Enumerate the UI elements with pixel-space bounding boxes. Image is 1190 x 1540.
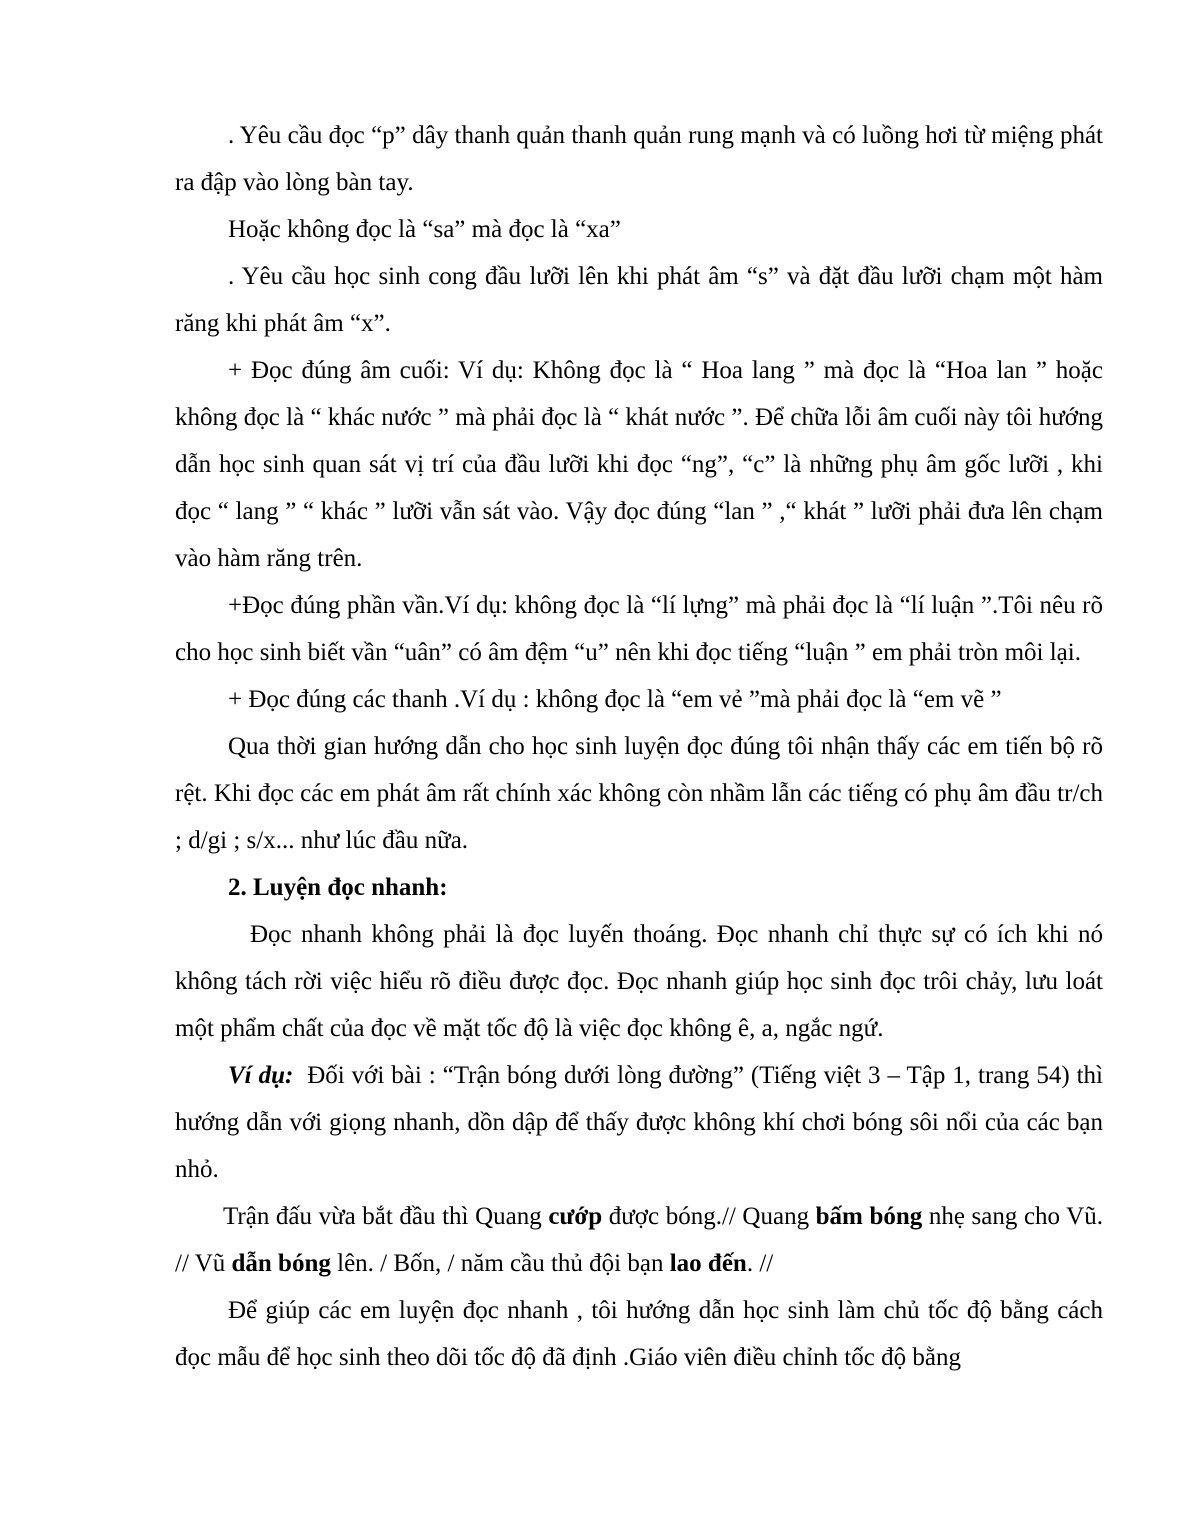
- passage-text: . //: [746, 1250, 774, 1277]
- passage-text: lên. / Bốn, / năm cầu thủ đội bạn: [330, 1250, 670, 1277]
- passage-paragraph: [175, 1193, 1103, 1287]
- paragraph: Hoặc không đọc là “sa” mà đọc là “xa”: [228, 216, 621, 243]
- passage-text: Trận đấu vừa bắt đầu thì Quang: [223, 1203, 549, 1230]
- paragraph: . Yêu cầu đọc “p” dây thanh quản thanh quản rung mạnh và có luồng hơi từ miệng phát ra đập vào lòng bàn tay.: [175, 122, 1103, 196]
- paragraph: Để giúp các em luyện đọc nhanh , tôi hướng dẫn học sinh làm chủ tốc độ bằng cách đọc mẫu để học sinh theo dõi tốc độ đã định .Giáo viên điều chỉnh tốc độ bằng: [175, 1297, 1103, 1371]
- paragraph: Qua thời gian hướng dẫn cho học sinh luyện đọc đúng tôi nhận thấy các em tiến bộ rõ rệt. Khi đọc các em phát âm rất chính xác không còn nhầm lẫn các tiếng có phụ âm đầu tr/ch ; d/gi ; s/x... như lúc đầu nữa.: [175, 733, 1103, 854]
- passage-text: nhẹ sang cho Vũ. // Vũ: [175, 1203, 1103, 1277]
- paragraph: Đọc nhanh không phải là đọc luyến thoáng. Đọc nhanh chỉ thực sự có ích khi nó không tách rời việc hiểu rõ điều được đọc. Đọc nhanh giúp học sinh đọc trôi chảy, lưu loát một phẩm chất của đọc về mặt tốc độ là việc đọc không ê, a, ngắc ngứ.: [175, 921, 1103, 1042]
- example-text: Đối với bài : “Trận bóng dưới lòng đường” (Tiếng việt 3 – Tập 1, trang 54) thì hướng dẫn với giọng nhanh, dồn dập để thấy được không khí chơi bóng sôi nổi của các bạn nhỏ.: [175, 1062, 1110, 1183]
- section-heading: 2. Luyện đọc nhanh:: [228, 874, 448, 901]
- passage-emphasis: bấm bóng: [815, 1203, 923, 1230]
- example-label: Ví dụ:: [228, 1062, 294, 1089]
- document-page: [175, 112, 1110, 1381]
- example-paragraph: [175, 1052, 1110, 1193]
- passage-emphasis: lao đến: [669, 1250, 747, 1277]
- paragraph: . Yêu cầu học sinh cong đầu lưỡi lên khi phát âm “s” và đặt đầu lưỡi chạm một hàm răng khi phát âm “x”.: [175, 263, 1103, 337]
- passage-emphasis: dẫn bóng: [231, 1250, 331, 1277]
- paragraph: +Đọc đúng phần vần.Ví dụ: không đọc là “lí lựng” mà phải đọc là “lí luận ”.Tôi nêu rõ cho học sinh biết vần “uân” có âm đệm “u” nên khi đọc tiếng “luận ” em phải tròn môi lại.: [175, 592, 1103, 666]
- paragraph: + Đọc đúng âm cuối: Ví dụ: Không đọc là “ Hoa lang ” mà đọc là “Hoa lan ” hoặc không đọc là “ khác nước ” mà phải đọc là “ khát nước ”. Để chữa lỗi âm cuối này tôi hướng dẫn học sinh quan sát vị trí của đầu lưỡi khi đọc “ng”, “c” là những phụ âm gốc lưỡi , khi đọc “ lang ” “ khác ” lưỡi vẫn sát vào. Vậy đọc đúng “lan ” ,“ khát ” lưỡi phải đưa lên chạm vào hàm răng trên.: [175, 357, 1103, 572]
- passage-text: được bóng.// Quang: [602, 1203, 816, 1230]
- passage-emphasis: cướp: [548, 1203, 603, 1230]
- paragraph: + Đọc đúng các thanh .Ví dụ : không đọc là “em vẻ ”mà phải đọc là “em vẽ ”: [228, 686, 1002, 713]
